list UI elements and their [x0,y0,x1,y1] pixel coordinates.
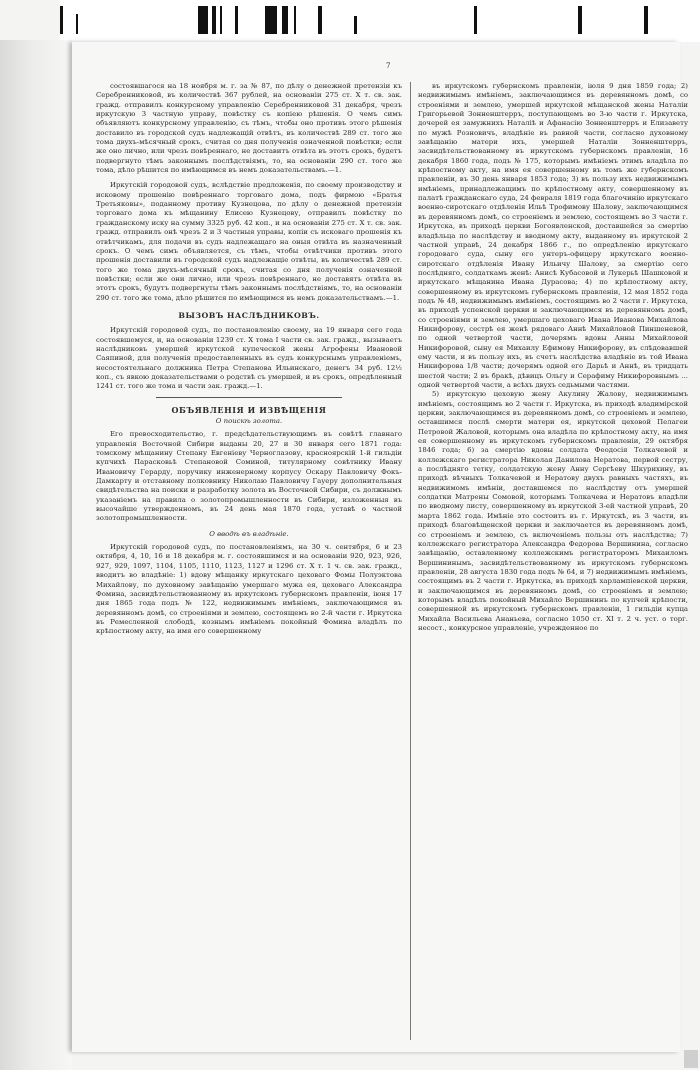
column-divider [410,82,411,1040]
gold-subheading: О поискѣ золота. [215,417,283,425]
barcode-mark [76,14,78,34]
ownership-paragraph: Иркутскій городовой судъ, по постановленіямъ, на 30 ч. сентября, 6 и 23 октября, 4, 10, 16 и 18 декабря м. г. состоявшимся и на основаніи 920, 923, 926, 927, 929, 1097, 1104, 1105, 1110, 1123, 1127 и 1296 ст. X т. 1 ч. св. зак. гражд., вводитъ во владѣніе: 1) вдову мѣщанку иркутскаго цеховаго Фомы Полуэктова Михайлову, по духовному завѣщанію умершаго мужа ея, цеховаго Александра Фомина, засвидѣтельствованному въ иркутскомъ губернскомъ правленіи, іюня 17 дня 1865 года подъ № 122, недвижимымъ имѣніемъ, заключающимся въ деревянномъ домѣ, со строеніями и землею, состоящемъ во 2-й части г. Иркутска въ Ремесленной слободѣ, кознымъ имѣніемъ покойный Фомина владѣлъ по крѣпостному акту, на имя его совершенному [96,543,402,636]
heirs-paragraph: Иркутскій городовой судъ, по постановленію своему, на 19 января сего года состоявшемуся, и, на основаніи 1239 ст. X тома I части св. зак. гражд., вызываетъ наслѣдниковъ умершей иркутской купеческой жены Агрофены Ивановой Саяпиной, для полученія предоставленныхъ въ судъ конкурснымъ управленіемъ, несостоятельнаго должника Петра Степанова Ильинскаго, денегъ 34 руб. 12½ коп., съ явкою доказательствами о родствѣ съ умершей, и въ срокъ, опредѣленный 1241 ст. того же тома и части зак. гражд.—1. [96,326,402,391]
barcode-mark [644,6,648,34]
court-notice-paragraph: состоявшагося на 18 ноября м. г. за № 87, по дѣлу о денежной претензіи къ Серебренниковой, въ количествѣ 367 рублей, на основаніи 275 ст. X т. св. зак. гражд. отправилъ конкурсному управленію Серебренниковой 31 декабря, чрезъ иркутскую 3 частную управу, повѣстку съ копіею рѣшенія. О чемъ симъ объявляютъ конкурсному управленію, съ тѣмъ, чтобы оно противъ этого рѣшенія доставило въ городской судъ надлежащій отвѣтъ, въ количествѣ 289 ст. того же тома двухъ-мѣсячный срокъ, считая со дня полученія означенной повѣстки; если же оно лично, или чрезъ повѣреннаго, не доставитъ отвѣта въ этотъ срокъ, будетъ подвергнуто тѣмъ законнымъ послѣдствіямъ, то, на основаніи 290 ст. того же тома, дѣло рѣшится по имѣющимся въ немъ доказательствамъ.—1. [96,82,402,175]
page-number: 7 [386,62,391,70]
ownership-continuation-paragraph: 5) иркутскую цеховую жену Акулину Жалову, недвижимымъ имѣніемъ, состоящимъ во 2 части г. Иркутска, въ приходѣ владимірской церкви, заключающимся въ деревянномъ домѣ, со строеніемъ и землею, оставшимся послѣ смерти матери ея, иркутской цеховой Пелагеи Петровой Жаловой, которымъ она владѣла по крѣпостному акту, на имя ея совершенному въ иркутскомъ губернскомъ правленіи, 29 октября 1846 года; 6) за смертію вдовы солдата Феодосія Толкачевой и коллежскаго регистратора Николая Данилова Нератова, первой сестру, а послѣдняго тетку, солдатскую жену Анну Сергѣеву Шкурихину, въ приходѣ вѣчныхъ Толкачевой и Нератову двухъ равныхъ частяхъ, въ недвижимомъ имѣніи, доставшемся по наслѣдству отъ умершей солдатки Матрены Сомовой, которымъ Толкачева и Нератовъ владѣли по вводному листу, совершенному въ иркутской 3-ей частной управѣ, 20 марта 1862 года. Имѣніе это состоитъ въ г. Иркутскѣ, въ 3 части, въ приходѣ благовѣщенской церкви и заключается въ деревянномъ домѣ, со строеніемъ и землею, съ включеніемъ пользы отъ наслѣдства; 7) коллежскаго регистратора Александра Федорова Вершинина, согласно завѣщанію, оставленному коллежскимъ регистраторомъ Михаиломъ Вершининымъ, засвидѣтельствованному въ иркутскомъ губернскомъ правленіи, 28 августа 1830 года подъ № 64, и 7) недвижимымъ имѣніемъ, состоящимъ въ 2 части г. Иркутска, въ приходѣ харлампіевской церкви, и заключающимся въ деревянномъ домѣ, со строеніемъ и землею; которымъ владѣлъ покойный Михайло Вершининъ по купчей крѣпости, совершенной въ иркутскомъ губернскомъ правленіи, 1 гильдіи купца Михайла Васильева Ананьева, согласно 1050 ст. XI т. 2 ч. уст. о торг. несост., конкурсное управленіе, учрежденное по [418,390,688,632]
barcode-mark [354,16,357,34]
heirs-heading: ВЫЗОВЪ НАСЛѢДНИКОВЪ. [178,310,320,320]
top-strip [60,0,700,42]
barcode-mark [474,6,477,34]
barcode-mark [235,6,238,34]
left-column [96,82,402,1037]
barcode-mark [282,6,288,34]
barcode-mark [578,6,582,34]
barcode-mark [198,6,208,34]
ownership-continuation-paragraph: въ иркутскомъ губернскомъ правленіи, іюля 9 дня 1859 года; 2) недвижимымъ имѣніемъ, заключающимся въ деревянномъ домѣ, со строеніями и землею, умершей иркутской мѣщанской жены Наталіи Григорьевой Зонненштерръ, поступающемъ во 3-ю части г. Иркутска, дочерей ея замужнихъ Наталіѣ и Афанасію Зонненштерръ и Елизавету по мужѣ Розновичъ, владѣніе въ равной части, согласно духовному завѣщанію матери ихъ, умершей Наталіи Зонненштерръ, засвидѣтельствованному въ иркутскомъ губернскомъ правленіи, 16 декабря 1860 года, подъ № 175, которымъ имѣніемъ этимъ владѣла по крѣпостному акту, на имя ея совершенному въ томъ же губернскомъ правленіи, въ 30 день января 1853 года; 3) въ пользу ихъ недвижимымъ имѣніемъ, принадлежащимъ по крѣпостному акту, совершенному въ палатѣ гражданскаго суда, 24 февраля 1819 года благочинію иркутскаго военно-сиротскаго отдѣленія Ильѣ Трофимову Шалову, заключающимся въ деревянномъ домѣ, со строеніемъ и землею, состоящемъ во 3 части г. Иркутска, въ приходѣ церкви Богоявленской, доставшейся за смертію владѣльца по наслѣдству и вводному акту, выданному въ иркутской 2 частной управѣ, 24 декабря 1866 г., по опредѣленію иркутскаго городоваго суда, сыну его унтеръ-офицеру иркутскаго военно-сиротскаго отдѣленія Ивану Ильичу Шалову, за смертію сего послѣдняго, солдаткамъ женѣ: Анисѣ Кубасовой и Лукерьѣ Шашковой и иркутскаго мѣщанина Ивана Дурасова; 4) по крѣпостному акту, совершенному въ иркутскомъ губернскомъ правленіи, 12 мая 1852 года подъ № 48, недвижимымъ имѣніемъ, состоящимъ во 2 части г. Иркутска, въ приходѣ успенской церкви и заключающимся въ деревянномъ домѣ, со строеніями и землею, умершаго цеховаго Ивана Иванова Михайлова Никифорову, сестрѣ ея женѣ рядоваго Аннѣ Михайловой Пиншеневой, по одной четвертой части, дочерямъ вдовы Анны Михайловой Никифоровой, сыну ея Михаилу Ефимову Никифорову, въ слѣдовавшей ему части, и въ пользу ихъ, въ счетъ наслѣдства владѣніе въ той Ивана Никифорова 1/8 части; дочерямъ одной его Дарьѣ и Аннѣ, въ тридцать шестой части; 2 въ бракѣ, дѣвицъ Ольгу и Серафиму Никифоровнымъ ... одной четвертой части, а всѣхъ двухъ седьмыми частями. [418,82,688,389]
barcode-mark [265,6,277,34]
page-edge [0,40,72,1070]
court-notice-paragraph: Иркутскій городовой судъ, вслѣдствіе предложенія, по своему производству и исковому прошенію повѣреннаго торговаго дома, подъ фирмою «Братья Третьяковы», поданному противу Кузнецова, по дѣлу о денежной претензіи торговаго дома къ мѣщанину Елисею Кузнецову, отправилъ повѣстку по гражданскому иску на сумму 3325 руб. 42 коп., и на основаніи 275 ст. X т. св. зак. гражд. отправилъ онѣ чрезъ 2 и 3 частныя управы, копіи съ исковаго прошенія къ отвѣтчикамъ, для подачи въ судъ надлежащаго на оныя отвѣта въ назначенный срокъ. О чемъ симъ объявляется, съ тѣмъ, чтобы отвѣтчики противъ этого прошенія доставили въ городской судъ надлежащіе отвѣты, въ количествѣ 289 ст. того же тома двухъ-мѣсячный срокъ, считая со дня полученія означенной повѣстки; если же они лично, или чрезъ повѣреннаго, не доставятъ отвѣта въ этотъ срокъ, будутъ подвергнуты тѣмъ законнымъ послѣдствіямъ, то, на основаніи 290 ст. того же тома, дѣло рѣшится по имѣющимся въ немъ доказательствамъ.—1. [96,181,402,302]
ownership-subheading: О вводѣ въ владѣніе. [209,529,289,538]
barcode-mark [60,6,63,34]
barcode-mark [212,6,216,34]
gold-paragraph: Его превосходительство, г. предсѣдательствующимъ въ совѣтѣ главнаго управленія Восточной Сибири выданы 20, 27 и 30 января сего 1871 года: томскому мѣщанину Степану Евгеніеву Черноглазову, красноярскій 1-й гильдіи купчихѣ Парасковьѣ Степановой Соминой, титулярному совѣтнику Ивану Ивановичу Герарду, поручику инженерному корпусу Оскару Павловичу Фокъ-Дамкарту и отставному полковнику Николаю Павловичу Гауеру дополнительныя свидѣтельства на поиски и разработку золота въ Восточной Сибири, съ должнымъ указаніемъ на правила о золотопромышленности въ Сибири, изложенныя въ высочайше утвержденномъ, въ 24 день мая 1870 года, уставѣ о частной золотопромышленности. [96,430,402,523]
notices-heading: ОБЪЯВЛЕНІЯ И ИЗВѢЩЕНІЯ [171,404,327,415]
barcode-mark [294,6,296,34]
section-rule [156,397,342,398]
scan-corner-mark [684,1050,698,1068]
right-column [418,82,688,1037]
barcode-mark [220,6,222,34]
barcode-mark [318,6,322,34]
